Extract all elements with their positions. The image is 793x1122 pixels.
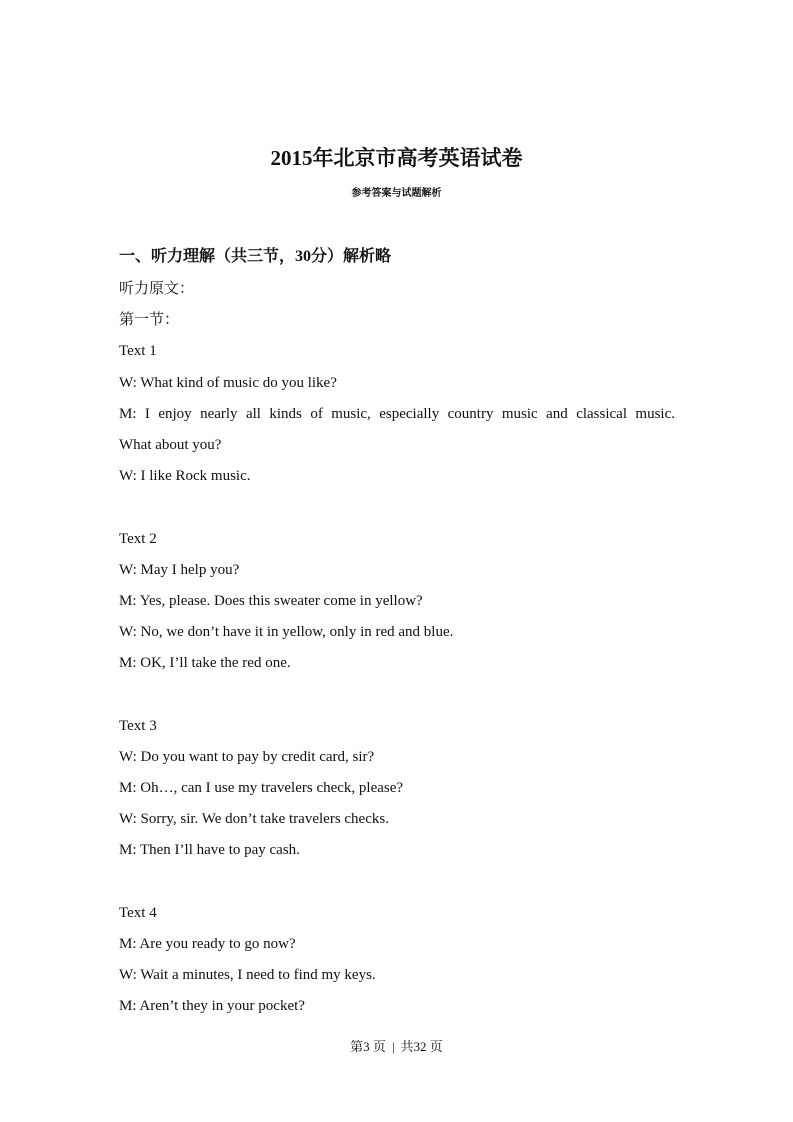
dialogue-line: M: Aren’t they in your pocket? bbox=[119, 998, 305, 1015]
text-label: Text 1 bbox=[119, 343, 157, 360]
footer-separator: | bbox=[391, 1039, 395, 1054]
text-block-3 bbox=[119, 715, 675, 871]
page-footer bbox=[0, 1037, 793, 1057]
dialogue-line: M: Are you ready to go now? bbox=[119, 935, 296, 952]
text-block-4 bbox=[119, 902, 675, 1027]
part-label: 第一节： bbox=[119, 312, 180, 329]
dialogue-line: W: No, we don’t have it in yellow, only in red and blue. bbox=[119, 624, 454, 641]
dialogue-line: M: Yes, please. Does this sweater come in yellow? bbox=[119, 592, 423, 609]
paragraph-gap bbox=[119, 871, 675, 902]
dialogue-line: M: Then I’ll have to pay cash. bbox=[119, 842, 300, 859]
page-number: 第3 页 bbox=[350, 1039, 386, 1054]
text-block-2 bbox=[119, 528, 675, 684]
document-subtitle: 参考答案与试题解析 bbox=[351, 188, 442, 199]
section-heading: 一、听力理解（共三节，30分）解析略 bbox=[119, 248, 392, 265]
paragraph-gap bbox=[119, 496, 675, 527]
dialogue-line: W: I like Rock music. bbox=[119, 468, 251, 485]
dialogue-line: W: What kind of music do you like? bbox=[119, 374, 337, 391]
dialogue-line: W: Wait a minutes, I need to find my keys. bbox=[119, 967, 376, 984]
dialogue-line: W: May I help you? bbox=[119, 561, 240, 578]
paragraph-gap bbox=[119, 683, 675, 714]
text-label: Text 2 bbox=[119, 530, 157, 547]
transcript-body bbox=[119, 278, 675, 1027]
text-label: Text 4 bbox=[119, 904, 157, 921]
dialogue-line: M: OK, I’ll take the red one. bbox=[119, 655, 291, 672]
transcript-intro: 听力原文： bbox=[119, 281, 195, 297]
dialogue-line: W: Sorry, sir. We don’t take travelers checks. bbox=[119, 811, 389, 828]
dialogue-line: What about you? bbox=[119, 436, 222, 453]
dialogue-line: M: I enjoy nearly all kinds of music, especially country music and classical music. bbox=[119, 405, 675, 422]
dialogue-line: W: Do you want to pay by credit card, sir? bbox=[119, 748, 375, 765]
text-block-1 bbox=[119, 340, 675, 496]
document-title: 2015年北京市高考英语试卷 bbox=[270, 146, 523, 170]
dialogue-line: M: Oh…, can I use my travelers check, please? bbox=[119, 780, 404, 796]
text-label: Text 3 bbox=[119, 717, 157, 734]
page-total: 共32 页 bbox=[400, 1039, 443, 1054]
